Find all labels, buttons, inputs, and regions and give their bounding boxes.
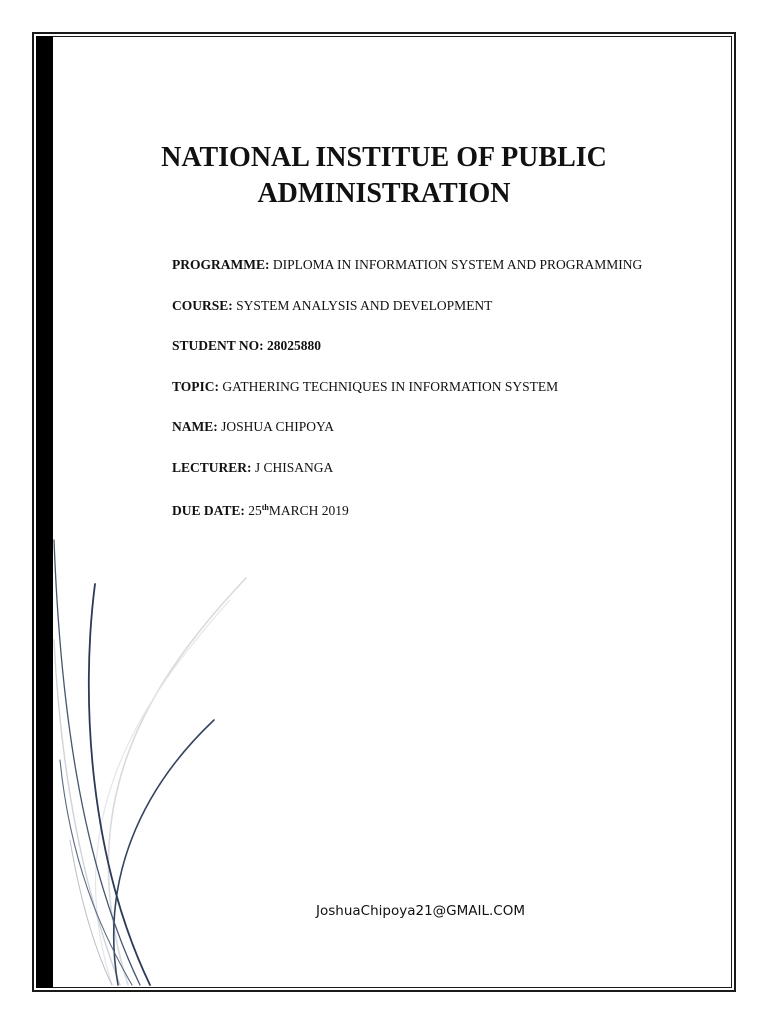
due-date-value	[248, 503, 349, 518]
topic-value: GATHERING TECHNIQUES IN INFORMATION SYSTEM	[222, 378, 559, 394]
document-title	[100, 140, 668, 212]
due-date-day: 25	[248, 503, 262, 518]
swoosh-curve-light-1	[108, 578, 246, 985]
swoosh-curve-light-3	[54, 640, 120, 985]
course-value: SYSTEM ANALYSIS AND DEVELOPMENT	[236, 297, 493, 313]
topic-label: TOPIC:	[172, 378, 220, 394]
lecturer-label: LECTURER:	[172, 459, 252, 475]
student-no-label: STUDENT NO:	[172, 338, 264, 353]
title-line-1: NATIONAL INSTITUE OF PUBLIC	[161, 142, 607, 173]
programme-label: PROGRAMME:	[172, 257, 270, 272]
title-line-2: ADMINISTRATION	[257, 178, 511, 209]
lecturer-value: J CHISANGA	[254, 459, 334, 475]
student-no-row	[172, 337, 712, 378]
name-row	[172, 418, 712, 459]
name-label: NAME:	[172, 419, 218, 434]
lecturer-row	[172, 459, 712, 500]
swoosh-curve-dark-1	[114, 720, 214, 985]
course-row	[172, 297, 712, 338]
programme-value: DIPLOMA IN INFORMATION SYSTEM AND PROGRAMMING	[272, 257, 643, 272]
name-value: JOSHUA CHIPOYA	[221, 419, 335, 434]
student-no-value: 28025880	[267, 338, 322, 353]
course-label: COURSE:	[172, 297, 233, 313]
student-email: JoshuaChipoya21@GMAIL.COM	[316, 903, 525, 919]
due-date-row	[172, 499, 712, 540]
due-date-rest: MARCH 2019	[268, 503, 349, 518]
cover-details-list	[172, 256, 712, 540]
topic-row	[172, 378, 712, 419]
programme-row	[172, 256, 712, 297]
due-date-label: DUE DATE:	[172, 503, 245, 518]
due-date-suffix: th	[261, 503, 269, 512]
